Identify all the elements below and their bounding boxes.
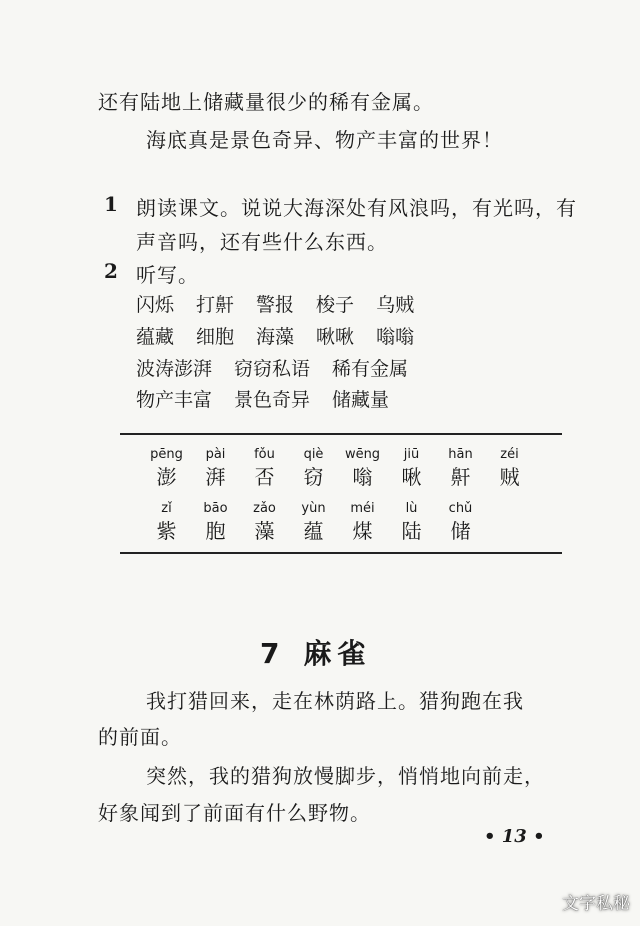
hanzi: 蕴 <box>303 519 324 543</box>
dictation-row <box>136 385 411 412</box>
exercise-text: 听写。 <box>136 263 199 287</box>
pinyin: chǔ <box>448 501 473 516</box>
story-line: 的前面。 <box>98 725 182 749</box>
pinyin: fǒu <box>254 447 275 462</box>
watermark: 文字私秘 <box>562 894 630 914</box>
pinyin: hān <box>448 447 473 462</box>
dictation-word: 嗡嗡 <box>376 326 415 348</box>
exercise-text: 朗读课文。说说大海深处有风浪吗，有光吗，有 <box>136 196 577 220</box>
hanzi: 鼾 <box>450 465 471 489</box>
char-cell <box>436 446 485 490</box>
dictation-word: 物产丰富 <box>136 389 213 411</box>
dictation-word: 蕴藏 <box>136 326 175 348</box>
paragraph-line: 还有陆地上储藏量很少的稀有金属。 <box>98 90 434 114</box>
char-cell <box>142 446 191 490</box>
char-cell <box>338 446 387 490</box>
dictation-row <box>136 290 436 317</box>
hanzi: 紫 <box>156 519 177 543</box>
char-cell <box>240 446 289 490</box>
paragraph-line: 海底真是景色奇异、物产丰富的世界！ <box>146 128 503 152</box>
dictation-word: 打鼾 <box>196 294 235 316</box>
char-cell <box>289 500 338 544</box>
hanzi: 窃 <box>303 465 324 489</box>
pinyin: yùn <box>301 501 326 516</box>
lesson-number: 7 <box>260 637 286 670</box>
new-chars-row <box>142 500 485 544</box>
pinyin: lù <box>405 501 418 516</box>
pinyin: zǎo <box>253 501 276 516</box>
exercise-number: 2 <box>104 259 118 283</box>
hanzi: 胞 <box>205 519 226 543</box>
dictation-word: 景色奇异 <box>234 389 311 411</box>
char-cell <box>142 500 191 544</box>
pinyin: méi <box>350 501 375 516</box>
char-cell <box>485 446 534 490</box>
exercise-number: 1 <box>104 192 118 216</box>
char-cell <box>289 446 338 490</box>
divider-top <box>120 433 562 435</box>
pinyin: pēng <box>150 447 183 462</box>
dictation-word: 啾啾 <box>316 326 355 348</box>
dictation-word: 海藻 <box>256 326 295 348</box>
story-line: 好象闻到了前面有什么野物。 <box>98 801 371 825</box>
char-cell <box>191 446 240 490</box>
dictation-word: 乌贼 <box>376 294 415 316</box>
page-number: • 13 • <box>484 826 545 847</box>
dictation-row <box>136 322 436 349</box>
hanzi: 湃 <box>205 465 226 489</box>
dictation-word: 细胞 <box>196 326 235 348</box>
pinyin: zéi <box>500 447 519 462</box>
dictation-word: 警报 <box>256 294 295 316</box>
char-cell <box>338 500 387 544</box>
char-cell <box>436 500 485 544</box>
pinyin: jiū <box>403 447 420 462</box>
hanzi: 澎 <box>156 465 177 489</box>
dictation-word: 窃窃私语 <box>234 358 311 380</box>
char-cell <box>191 500 240 544</box>
hanzi: 啾 <box>401 465 422 489</box>
hanzi: 否 <box>254 465 275 489</box>
dictation-row <box>136 354 430 381</box>
lesson-title <box>260 632 372 672</box>
story-line: 突然，我的猎狗放慢脚步，悄悄地向前走， <box>146 764 545 788</box>
hanzi: 嗡 <box>352 465 373 489</box>
hanzi: 藻 <box>254 519 275 543</box>
lesson-name: 麻雀 <box>303 637 372 670</box>
new-chars-row <box>142 446 534 490</box>
dictation-word: 闪烁 <box>136 294 175 316</box>
dictation-word: 储藏量 <box>332 389 390 411</box>
hanzi: 煤 <box>352 519 373 543</box>
hanzi: 贼 <box>499 465 520 489</box>
dictation-word: 稀有金属 <box>332 358 409 380</box>
exercise-text: 声音吗，还有些什么东西。 <box>136 230 388 254</box>
pinyin: bāo <box>203 501 228 516</box>
hanzi: 陆 <box>401 519 422 543</box>
pinyin: zǐ <box>161 501 172 516</box>
story-line: 我打猎回来，走在林荫路上。猎狗跑在我 <box>146 689 524 713</box>
dictation-word: 波涛澎湃 <box>136 358 213 380</box>
hanzi: 储 <box>450 519 471 543</box>
pinyin: qiè <box>303 447 324 462</box>
pinyin: pài <box>205 447 226 462</box>
divider-bottom <box>120 552 562 554</box>
pinyin: wēng <box>344 447 381 462</box>
char-cell <box>240 500 289 544</box>
char-cell <box>387 446 436 490</box>
char-cell <box>387 500 436 544</box>
dictation-word: 梭子 <box>316 294 355 316</box>
